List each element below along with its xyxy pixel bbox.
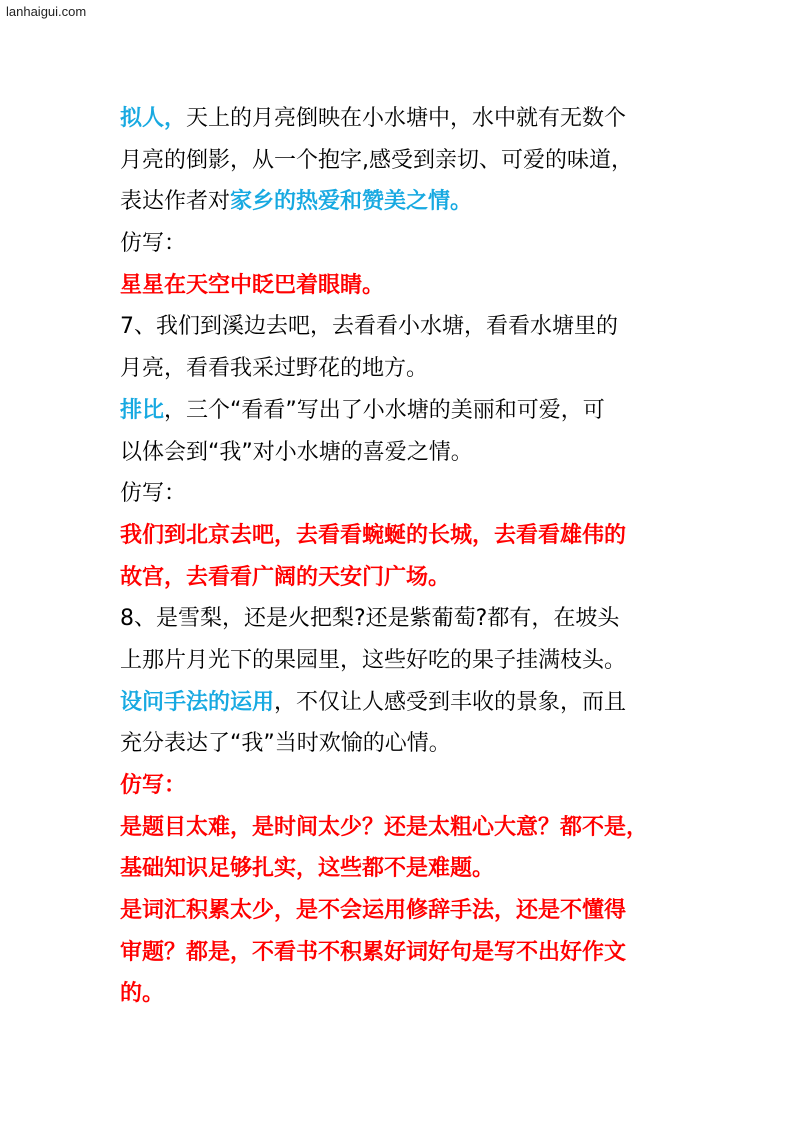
text-line	[120, 807, 710, 849]
imitation-text: 是词汇积累太少，是不会运用修辞手法，还是不懂得	[120, 898, 627, 924]
body-text: 仿写：	[120, 481, 187, 507]
text-line	[120, 223, 710, 265]
text-line	[120, 306, 710, 348]
text-line	[120, 640, 710, 682]
text-line	[120, 432, 710, 474]
text-line	[120, 682, 710, 724]
body-text: 月亮的倒影，从一个抱字,感受到亲切、可爱的味道，	[120, 147, 633, 173]
text-line	[120, 348, 710, 390]
highlight-term: 拟人，	[120, 106, 187, 131]
imitation-text: 基础知识足够扎实，这些都不是难题。	[120, 856, 495, 882]
body-text: 以体会到“我”对小水塘的喜爱之情。	[120, 439, 473, 465]
document-body	[120, 98, 710, 1015]
text-line	[120, 723, 710, 765]
imitation-text: 我们到北京去吧，去看看蜿蜒的长城，去看看雄伟的	[120, 522, 627, 548]
text-line	[120, 390, 710, 432]
text-line	[120, 473, 710, 515]
imitation-text: 是题目太难，是时间太少？还是太粗心大意？都不是，	[120, 814, 649, 840]
site-watermark: lanhaigui.com	[6, 4, 87, 19]
body-text: 8、是雪梨，还是火把梨?还是紫葡萄?都有，在坡头	[120, 606, 620, 632]
imitation-text: 审题？都是，不看书不积累好词好句是写不出好作文	[120, 939, 627, 965]
imitation-text: 仿写：	[120, 773, 187, 798]
imitation-text: 故宫，去看看广阔的天安门广场。	[120, 564, 451, 590]
body-text: 月亮，看看我采过野花的地方。	[120, 356, 429, 382]
highlight-term: 排比	[120, 397, 165, 423]
body-text: 天上的月亮倒映在小水塘中，水中就有无数个	[186, 106, 627, 131]
body-text: 7、我们到溪边去吧，去看看小水塘，看看水塘里的	[120, 314, 618, 340]
text-line	[120, 848, 710, 890]
text-line	[120, 598, 710, 640]
highlight-term: 设问手法的运用	[120, 689, 275, 715]
text-line	[120, 98, 710, 140]
body-text: ，三个“看看”写出了小水塘的美丽和可爱，可	[164, 397, 605, 423]
text-line	[120, 265, 710, 307]
body-text: 仿写：	[120, 231, 187, 257]
body-text: 表达作者对	[120, 189, 231, 215]
text-line	[120, 765, 710, 807]
imitation-text: 的。	[120, 981, 165, 1007]
body-text: ，不仅让人感受到丰收的景象，而且	[274, 689, 627, 715]
text-line	[120, 973, 710, 1015]
text-line	[120, 515, 710, 557]
body-text: 充分表达了“我”当时欢愉的心情。	[120, 731, 451, 757]
highlight-term: 家乡的热爱和赞美之情。	[230, 189, 473, 215]
text-line	[120, 890, 710, 932]
text-line	[120, 140, 710, 182]
imitation-text: 星星在天空中眨巴着眼睛。	[120, 272, 385, 298]
text-line	[120, 932, 710, 974]
body-text: 上那片月光下的果园里，这些好吃的果子挂满枝头。	[120, 647, 627, 673]
text-line	[120, 557, 710, 599]
text-line	[120, 181, 710, 223]
